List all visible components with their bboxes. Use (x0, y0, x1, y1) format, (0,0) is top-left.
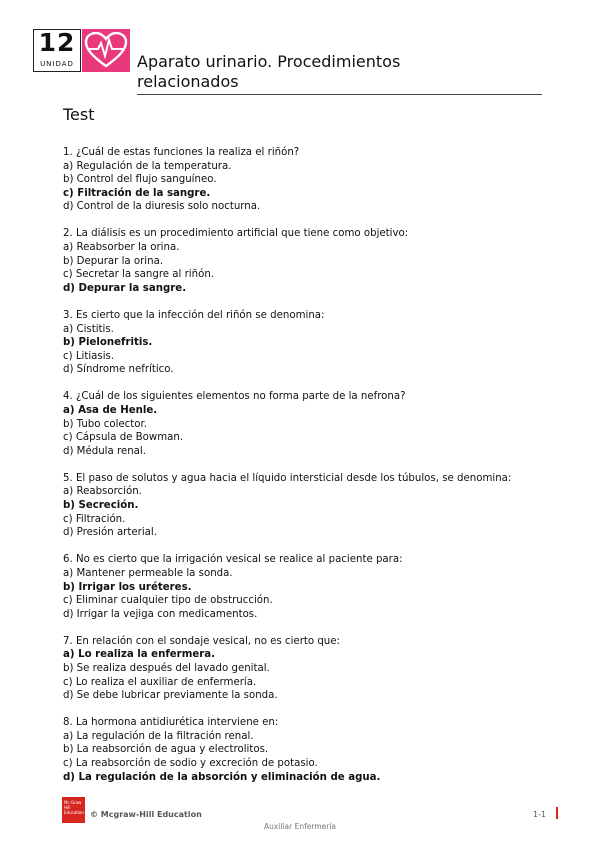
question-text: 8. La hormona antidiurética interviene en: (63, 717, 279, 729)
answer-option: c) Lo realiza el auxiliar de enfermería. (63, 676, 257, 688)
answer-option: d) Control de la diuresis solo nocturna. (63, 201, 261, 213)
unit-badge (33, 29, 81, 72)
question-text: 1. ¿Cuál de estas funciones la realiza el riñón? (63, 147, 300, 158)
heart-logo (82, 29, 130, 72)
question-text: 4. ¿Cuál de los siguientes elementos no forma parte de la nefrona? (63, 391, 406, 403)
answer-option: d) Presión arterial. (63, 527, 157, 539)
correct-answer-option: d) La regulación de la absorción y eliminación de agua. (63, 771, 381, 783)
question-block (63, 146, 563, 214)
correct-answer-option: b) Pielonefritis. (63, 337, 153, 349)
question-text: 2. La diálisis es un procedimiento artificial que tiene como objetivo: (63, 228, 409, 240)
answer-option: c) Litiasis. (63, 350, 115, 362)
section-title: Test (63, 105, 95, 124)
question-text: 7. En relación con el sondaje vesical, no es cierto que: (63, 635, 340, 647)
correct-answer-option: b) Secreción. (63, 500, 139, 512)
title-line-1: Aparato urinario. Procedimientos (137, 52, 401, 71)
page-number-bar (556, 807, 558, 819)
answer-option: c) Cápsula de Bowman. (63, 432, 184, 444)
answer-option: a) Reabsorción. (63, 486, 142, 498)
copyright-text: © Mcgraw-Hill Education (90, 810, 202, 819)
correct-answer-option: a) Asa de Henle. (63, 405, 158, 416)
question-block (63, 553, 563, 621)
question-block (63, 390, 563, 458)
unit-number: 12 (38, 28, 76, 57)
course-name: Auxiliar Enfermería (263, 822, 337, 831)
answer-option: c) Filtración. (63, 513, 126, 525)
answer-option: a) Regulación de la temperatura. (63, 160, 232, 172)
page-number: 1-1 (533, 810, 547, 819)
answer-option: c) Eliminar cualquier tipo de obstrucción. (63, 595, 273, 607)
answer-option: a) La regulación de la filtración renal. (63, 730, 254, 742)
answer-option: b) Depurar la orina. (63, 255, 164, 267)
title-line-2: relacionados (137, 72, 239, 91)
answer-option: b) Se realiza después del lavado genital. (63, 663, 270, 674)
answer-option: d) Irrigar la vejiga con medicamentos. (63, 608, 258, 620)
question-block (63, 716, 563, 784)
correct-answer-option: c) Filtración de la sangre. (63, 187, 211, 199)
question-text: 5. El paso de solutos y agua hacia el líquido intersticial desde los túbulos, se denomina: (63, 472, 512, 484)
answer-option: a) Reabsorber la orina. (63, 242, 180, 254)
answer-option: a) Cistitis. (63, 323, 114, 335)
answer-option: d) Síndrome nefrítico. (63, 364, 174, 376)
question-text: 6. No es cierto que la irrigación vesical se realice al paciente para: (63, 554, 403, 566)
answer-option: c) La reabsorción de sodio y excreción de potasio. (63, 758, 318, 770)
answer-option: b) La reabsorción de agua y electrolitos. (63, 744, 269, 756)
correct-answer-option: d) Depurar la sangre. (63, 282, 187, 294)
unit-label: UNIDAD (40, 60, 74, 68)
question-text: 3. Es cierto que la infección del riñón se denomina: (63, 309, 325, 321)
publisher-logo: Mc Graw Hill Education (62, 797, 85, 823)
document-title (137, 52, 400, 92)
title-divider (137, 94, 542, 95)
answer-option: b) Control del flujo sanguíneo. (63, 174, 217, 186)
heart-pulse-icon (84, 32, 128, 69)
correct-answer-option: b) Irrigar los uréteres. (63, 581, 192, 593)
answer-option: c) Secretar la sangre al riñón. (63, 269, 215, 281)
answer-option: b) Tubo colector. (63, 418, 147, 430)
question-block (63, 635, 563, 703)
answer-option: d) Médula renal. (63, 445, 146, 457)
questions-list (63, 146, 563, 798)
answer-option: d) Se debe lubricar previamente la sonda. (63, 690, 278, 702)
answer-option: a) Mantener permeable la sonda. (63, 567, 233, 579)
question-block (63, 227, 563, 295)
correct-answer-option: a) Lo realiza la enfermera. (63, 649, 215, 661)
question-block (63, 309, 563, 377)
question-block (63, 472, 563, 540)
